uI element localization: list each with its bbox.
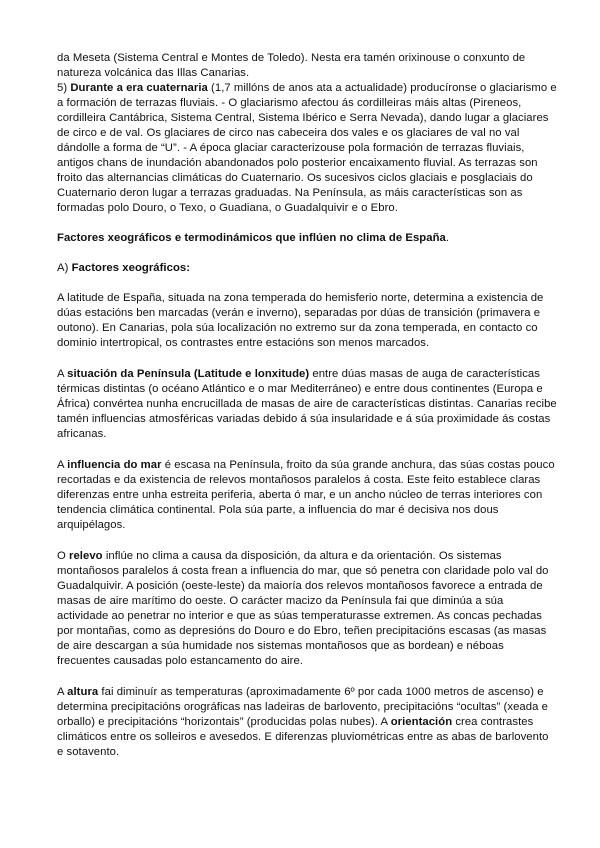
mar-text: é escasa na Península, froito da súa grande anchura, das súas costas pouco recortadas e da existencia de relevos montañosos paralelos á costa. Este feito establece claras diferenzas entre unha estreita periferia, aberta ó mar, e un ancho núcleo de terras interiores con tendencia climática continental. Pola súa parte, a influencia do mar é decisiva nos dous arquipélagos. [57,459,555,531]
mar-paragraph [57,458,557,533]
relevo-text: inflúe no clima a causa da disposición, da altura e da orientación. Os sistemas montañosos paralelos á costa frean a influencia do mar, que só penetra con claridade polo val do Guadalquivir. A posición (oeste-leste) da maioría dos relevos montañosos favorece a entrada de masas de aire marítimo do oeste. O carácter macizo da Península fai que diminúa a súa actividade ao penetrar no interior e que as súas temperaturasse extremen. As concas pechadas por montañas, como as depresións do Douro e do Ebro, teñen precipitacións escasas (as masas de aire descargan a súa humidade nos sistemas montañosos que as bordean) e néboas frecuentes causadas polo estancamento do aire. [57,550,549,667]
situacion-paragraph [57,367,557,442]
altura-prefix: A [57,686,68,698]
subsection-title: Factores xeográficos: [71,262,191,274]
mar-title: influencia do mar [67,459,162,471]
section-heading [57,231,557,246]
subsection-prefix: A) [57,262,72,274]
situacion-title: situación da Península (Latitude e lonxitude) [67,368,310,380]
altura-paragraph [57,685,557,760]
era-cuaternaria-paragraph [57,81,557,216]
orientacion-text: crea contrastes climáticos entre os solleiros e avesedos. E diferenzas pluviométricas entre as abas de barlovento e sotavento. [57,716,549,758]
situacion-prefix: A [57,368,68,380]
mar-prefix: A [57,459,68,471]
latitude-paragraph: A latitude de España, situada na zona temperada do hemisferio norte, determina a existencia de dúas estacións ben marcadas (verán e inverno), separadas por dúas de transición (primavera e outono). En Canarias, pola súa localización no extremo sur da zona temperada, en contacto co dominio intertropical, os contrastes entre estacións son menos marcados. [57,292,544,349]
document-page [57,51,557,760]
intro-paragraph: da Meseta (Sistema Central e Montes de Toledo). Nesta era tamén orixinouse o conxunto de natureza volcánica das Illas Canarias. [57,52,526,79]
era-cuaternaria-title: Durante a era cuaternaria [70,82,208,94]
altura-title: altura [67,686,99,698]
relevo-title: relevo [69,550,103,562]
subsection-heading [57,261,557,276]
altura-text: fai diminuír as temperaturas (aproximadamente 6º por cada 1000 metros de ascenso) e determina precipitacións orográficas nas ladeiras de barlovento, precipitacións “ocultas” (xeada e orballo) e precipitacións “horizontais” (producidas polas nubes). A [57,686,548,728]
situacion-text: entre dúas masas de auga de características térmicas distintas (o océano Atlántico e o mar Mediterráneo) e entre dous continentes (Europa e África) convértea nunha encrucillada de masas de aire de características distintas. Canarias recibe tamén influencias atmosféricas variadas debido á súa insularidade e á súa proximidade ás costas africanas. [57,368,557,440]
section-heading-title: Factores xeográficos e termodinámicos que inflúen no clima de España [57,232,446,244]
era-cuaternaria-text: (1,7 millóns de anos ata a actualidade) producíronse o glaciarismo e a formación de terrazas fluviais. - O glaciarismo afectou ás cordilleiras máis altas (Pireneos, cordilleira Cantábrica, Sistema Central, Sistema Ibérico e Serra Nevada), dando lugar a glaciares de circo e de val. Os glaciares de circo nas cabeceira dos vales e os glaciares de val no val dándolle a forma de “U”. - A época glaciar caracterizouse pola formación de terrazas fluviais, antigos chans de inundación abandonados polo posterior encaixamento fluvial. As terrazas son froito das alternancias climáticas do Cuaternario. Os sucesivos ciclos glaciais e posglaciais do Cuaternario deron lugar a terrazas graduadas. Na Península, as máis características son as formadas polo Douro, o Texo, o Guadiana, o Guadalquivir e o Ebro. [57,82,557,214]
orientacion-title: orientación [390,716,453,728]
relevo-paragraph [57,549,557,669]
relevo-prefix: O [57,550,70,562]
section-heading-suffix: . [445,232,450,244]
point-number: 5) [57,82,71,94]
